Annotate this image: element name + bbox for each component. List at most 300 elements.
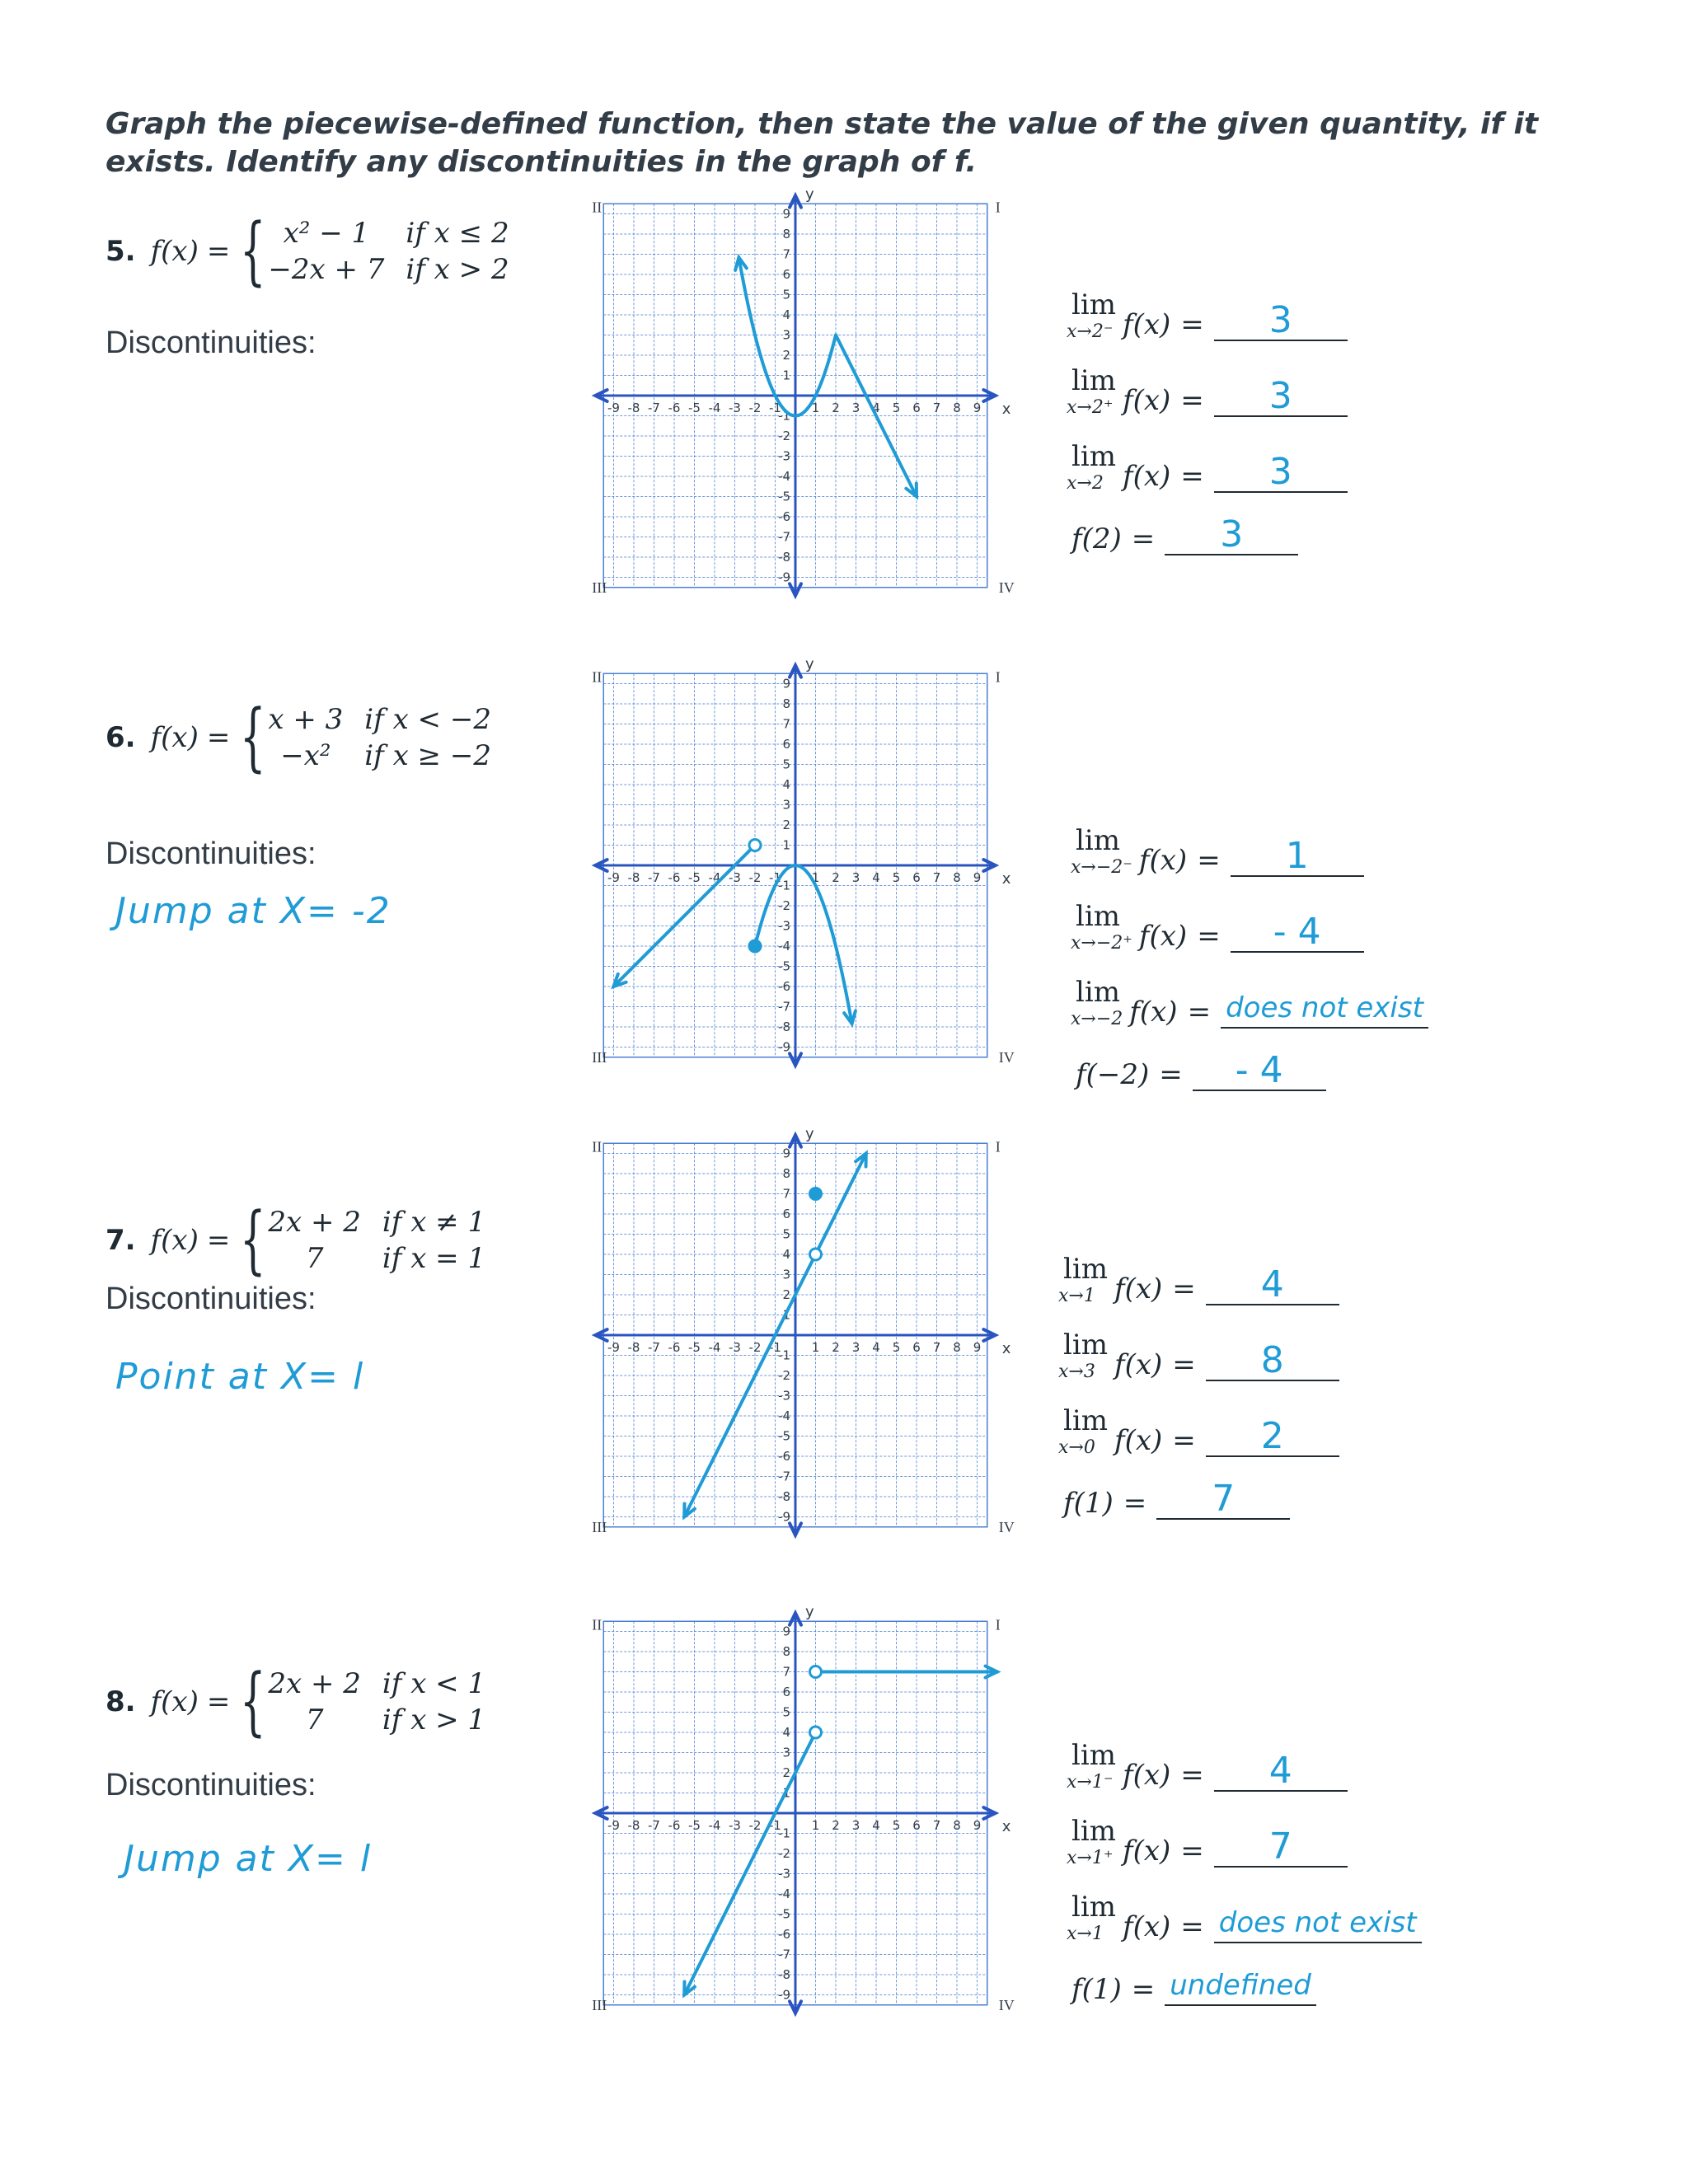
- x-tick-label: 7: [932, 1340, 941, 1355]
- quadrant-label: IV: [998, 1518, 1015, 1535]
- y-axis-label: y: [805, 655, 814, 673]
- equals-sign: =: [1172, 1424, 1196, 1457]
- x-tick-label: 5: [892, 401, 901, 415]
- x-tick-label: 2: [832, 1340, 840, 1355]
- coordinate-grid: [548, 1603, 1043, 2013]
- quadrant-label: I: [995, 1616, 1001, 1633]
- y-tick-label: 7: [782, 716, 790, 732]
- y-tick-label: 5: [782, 1704, 790, 1720]
- limit-row: [1067, 364, 1348, 418]
- x-axis-label: x: [1001, 1818, 1011, 1835]
- open-dot: [749, 840, 761, 851]
- quadrant-label: I: [995, 1138, 1001, 1155]
- answer-blank[interactable]: 3: [1165, 516, 1298, 555]
- limit-row: [1058, 1253, 1339, 1306]
- problem-section: [0, 655, 1688, 1146]
- case-expression: x + 3: [268, 703, 344, 736]
- y-tick-label: 6: [782, 1207, 790, 1221]
- limit-subscript: x→2: [1067, 473, 1104, 494]
- problem-section: [0, 185, 1688, 676]
- x-tick-label: 1: [811, 401, 820, 415]
- quadrant-label: II: [592, 1616, 603, 1633]
- y-tick-label: 2: [782, 1765, 790, 1780]
- equals-sign: =: [1180, 460, 1204, 493]
- y-tick-label: 1: [782, 1307, 790, 1323]
- y-tick-label: -2: [778, 1846, 790, 1861]
- answer-blank[interactable]: 3: [1214, 302, 1348, 341]
- x-tick-label: 1: [811, 1818, 820, 1833]
- equals-sign: =: [1123, 1487, 1147, 1520]
- answer-blank[interactable]: - 4: [1231, 913, 1364, 953]
- limit-subscript: x→1: [1058, 1286, 1095, 1306]
- lim-word: lim: [1063, 1329, 1108, 1361]
- answer-blank[interactable]: 7: [1156, 1480, 1290, 1520]
- limit-subscript: x→−2⁻: [1071, 857, 1132, 878]
- answer-blank[interactable]: 8: [1206, 1342, 1339, 1381]
- y-tick-label: 4: [782, 307, 790, 322]
- limit-row: [1071, 976, 1428, 1029]
- limit-operator: [1058, 1404, 1108, 1458]
- equals-sign: =: [1180, 1759, 1204, 1792]
- y-tick-label: -3: [778, 1388, 790, 1404]
- limit-function: f(x): [1138, 920, 1188, 953]
- x-tick-label: -4: [708, 1818, 721, 1833]
- y-tick-label: 9: [782, 1624, 790, 1639]
- lim-word: lim: [1063, 1253, 1108, 1286]
- quadrant-label: IV: [998, 1048, 1015, 1066]
- y-tick-label: -3: [778, 918, 790, 934]
- limit-operator: [1067, 364, 1116, 418]
- closed-dot: [749, 940, 761, 952]
- limit-row: [1071, 900, 1364, 954]
- x-tick-label: -9: [607, 1340, 620, 1355]
- y-tick-label: 8: [782, 696, 790, 711]
- x-axis-label: x: [1001, 1340, 1011, 1357]
- answer-blank[interactable]: 1: [1231, 837, 1364, 877]
- function-name: f(x): [150, 235, 199, 268]
- y-tick-label: -4: [778, 1886, 790, 1901]
- equals-sign: =: [1131, 1973, 1156, 2006]
- piecewise-cases: [268, 1666, 485, 1737]
- answer-blank[interactable]: 3: [1214, 377, 1348, 417]
- lim-word: lim: [1071, 1891, 1116, 1924]
- equals-sign: =: [1197, 920, 1221, 953]
- limit-row: [1076, 1049, 1326, 1091]
- answer-blank[interactable]: does not exist: [1214, 1904, 1422, 1943]
- x-tick-label: -8: [627, 1818, 640, 1833]
- problem-number: 7.: [106, 1224, 136, 1257]
- x-tick-label: -4: [708, 1340, 721, 1355]
- x-tick-label: -1: [769, 1818, 781, 1833]
- equals-sign: =: [1131, 523, 1156, 555]
- equals-sign: =: [1180, 308, 1204, 341]
- y-tick-label: -8: [778, 1967, 790, 1982]
- equals-sign: =: [206, 1685, 231, 1718]
- quadrant-label: II: [592, 668, 603, 686]
- x-axis-label: x: [1001, 870, 1011, 888]
- limit-row: [1071, 1966, 1316, 2006]
- y-tick-label: -2: [778, 898, 790, 913]
- y-tick-label: 6: [782, 1685, 790, 1699]
- x-tick-label: 6: [912, 870, 921, 885]
- y-tick-label: 9: [782, 676, 790, 691]
- x-tick-label: 6: [912, 1818, 921, 1833]
- x-tick-label: -9: [607, 870, 620, 885]
- lim-word: lim: [1071, 288, 1116, 321]
- limit-operator: [1071, 900, 1132, 954]
- limit-function: f(x): [1114, 1424, 1163, 1457]
- y-tick-label: 9: [782, 206, 790, 222]
- problem-section: [0, 1125, 1688, 1615]
- lim-word: lim: [1076, 900, 1120, 933]
- x-tick-label: -7: [648, 870, 660, 885]
- limit-function: f(2): [1071, 523, 1122, 555]
- y-tick-label: -5: [778, 958, 790, 974]
- x-tick-label: 7: [932, 401, 941, 415]
- limit-operator: [1067, 1815, 1116, 1868]
- answer-blank[interactable]: 2: [1206, 1418, 1339, 1457]
- answer-blank[interactable]: 7: [1214, 1828, 1348, 1868]
- y-tick-label: -6: [778, 1449, 790, 1464]
- y-tick-label: 4: [782, 777, 790, 792]
- x-tick-label: 1: [811, 870, 820, 885]
- lim-word: lim: [1063, 1404, 1108, 1437]
- y-tick-label: -7: [778, 999, 790, 1015]
- limit-row: [1063, 1480, 1290, 1520]
- instructions: Graph the piecewise-defined function, then state the value of the given quantity, if it exists. Identify any discontinuities in the graph of f.: [106, 107, 1539, 179]
- open-dot: [810, 1727, 822, 1738]
- x-tick-label: -3: [729, 1340, 741, 1355]
- answer-blank[interactable]: 3: [1214, 453, 1348, 493]
- limit-operator: [1058, 1329, 1108, 1382]
- lim-word: lim: [1071, 1815, 1116, 1848]
- y-tick-label: -5: [778, 1428, 790, 1444]
- limit-function: f(x): [1123, 1759, 1171, 1792]
- y-tick-label: 9: [782, 1146, 790, 1161]
- case-condition: if x > 1: [382, 1704, 486, 1736]
- discontinuities-label: Discontinuities:: [106, 1282, 316, 1316]
- problem-section: [0, 1603, 1688, 2093]
- limit-operator: [1071, 976, 1123, 1029]
- y-tick-label: 7: [782, 246, 790, 262]
- y-axis-label: y: [805, 1603, 814, 1621]
- coordinate-grid: [548, 655, 1043, 1066]
- limit-operator: [1067, 440, 1116, 494]
- x-tick-label: 4: [872, 401, 880, 415]
- y-tick-label: -9: [778, 1987, 790, 2003]
- limit-subscript: x→1: [1067, 1924, 1104, 1944]
- quadrant-label: II: [592, 1138, 603, 1155]
- limit-subscript: x→2⁺: [1067, 397, 1114, 418]
- closed-dot: [810, 1188, 822, 1200]
- quadrant-label: I: [995, 668, 1001, 686]
- y-tick-label: -7: [778, 1947, 790, 1962]
- y-tick-label: -4: [778, 1408, 790, 1423]
- x-tick-label: -9: [607, 1818, 620, 1833]
- y-tick-label: 7: [782, 1664, 790, 1680]
- x-tick-label: 4: [872, 1340, 880, 1355]
- answer-blank[interactable]: 4: [1206, 1266, 1339, 1305]
- limit-row: [1067, 440, 1348, 494]
- equals-sign: =: [1180, 1835, 1204, 1868]
- case-expression: −2x + 7: [268, 253, 385, 286]
- limit-row: [1067, 288, 1348, 342]
- x-tick-label: -2: [748, 1340, 762, 1355]
- limit-operator: [1067, 288, 1116, 342]
- x-tick-label: -6: [668, 1340, 681, 1355]
- equals-sign: =: [1159, 1058, 1183, 1091]
- quadrant-label: III: [592, 1996, 607, 2013]
- x-tick-label: 7: [932, 1818, 941, 1833]
- x-tick-label: 6: [912, 1340, 921, 1355]
- case-condition: if x < −2: [364, 703, 491, 736]
- x-tick-label: -7: [648, 1818, 660, 1833]
- quadrant-label: III: [592, 579, 607, 596]
- case-condition: if x ≠ 1: [382, 1206, 486, 1239]
- y-tick-label: 8: [782, 227, 790, 241]
- x-tick-label: -7: [648, 1340, 660, 1355]
- y-tick-label: 7: [782, 1186, 790, 1202]
- function-name: f(x): [150, 1685, 199, 1718]
- lim-word: lim: [1071, 1739, 1116, 1772]
- function-definition: [106, 694, 491, 780]
- coordinate-grid: [548, 1125, 1043, 1535]
- y-tick-label: 5: [782, 1226, 790, 1242]
- case-condition: if x > 2: [406, 253, 509, 286]
- lim-word: lim: [1076, 976, 1120, 1009]
- y-tick-label: -6: [778, 1927, 790, 1942]
- x-axis-label: x: [1001, 401, 1011, 418]
- y-tick-label: -2: [778, 429, 790, 443]
- case-expression: 7: [305, 1704, 324, 1736]
- x-tick-label: 3: [851, 1340, 860, 1355]
- discontinuities-answer: Jump at X= -2: [115, 890, 392, 932]
- coordinate-grid: [548, 185, 1043, 596]
- y-tick-label: 2: [782, 1287, 790, 1302]
- x-tick-label: -2: [748, 870, 762, 885]
- problem-number: 5.: [106, 235, 136, 268]
- answer-blank[interactable]: undefined: [1165, 1966, 1316, 2006]
- discontinuities-label: Discontinuities:: [106, 1768, 316, 1802]
- y-tick-label: 3: [782, 1267, 790, 1282]
- y-tick-label: -3: [778, 448, 790, 464]
- limit-subscript: x→1⁺: [1067, 1848, 1114, 1868]
- x-tick-label: -6: [668, 401, 681, 415]
- x-tick-label: 8: [953, 1340, 961, 1355]
- x-tick-label: -5: [688, 1340, 701, 1355]
- lim-word: lim: [1076, 824, 1120, 857]
- x-tick-label: -1: [769, 1340, 781, 1355]
- answer-blank[interactable]: 4: [1214, 1752, 1348, 1792]
- x-tick-label: 9: [973, 1818, 982, 1833]
- y-tick-label: 2: [782, 818, 790, 832]
- limit-function: f(x): [1123, 1835, 1171, 1868]
- limit-subscript: x→−2⁺: [1071, 933, 1132, 954]
- x-tick-label: 5: [892, 870, 901, 885]
- y-tick-label: 3: [782, 797, 790, 813]
- x-tick-label: 9: [973, 1340, 982, 1355]
- brace-icon: {: [240, 694, 266, 780]
- problem-number: 8.: [106, 1685, 136, 1718]
- x-tick-label: 4: [872, 870, 880, 885]
- x-tick-label: -3: [729, 1818, 741, 1833]
- quadrant-label: IV: [998, 579, 1015, 596]
- x-tick-label: -1: [769, 401, 781, 415]
- x-tick-label: -4: [708, 870, 721, 885]
- y-tick-label: -7: [778, 529, 790, 545]
- brace-icon: {: [240, 208, 266, 294]
- x-tick-label: -4: [708, 401, 721, 415]
- function-definition: [106, 1658, 486, 1745]
- y-tick-label: 6: [782, 737, 790, 752]
- x-tick-label: 3: [851, 870, 860, 885]
- piecewise-cases: [268, 702, 491, 773]
- y-tick-label: 3: [782, 327, 790, 343]
- function-name: f(x): [150, 721, 199, 754]
- x-tick-label: -6: [668, 870, 681, 885]
- x-tick-label: 5: [892, 1340, 901, 1355]
- limit-operator: [1058, 1253, 1108, 1306]
- quadrant-label: IV: [998, 1996, 1015, 2013]
- answer-blank[interactable]: does not exist: [1221, 989, 1428, 1029]
- open-dot: [810, 1249, 822, 1260]
- y-tick-label: 1: [782, 837, 790, 853]
- y-tick-label: -1: [778, 1347, 790, 1363]
- limit-function: f(1): [1071, 1973, 1122, 2006]
- case-expression: x² − 1: [283, 217, 370, 250]
- y-tick-label: -9: [778, 569, 790, 585]
- y-tick-label: -8: [778, 1489, 790, 1504]
- case-condition: if x ≤ 2: [406, 217, 509, 250]
- x-tick-label: 6: [912, 401, 921, 415]
- y-tick-label: -3: [778, 1866, 790, 1882]
- function-name: f(x): [150, 1224, 199, 1257]
- y-tick-label: 2: [782, 348, 790, 363]
- y-tick-label: -2: [778, 1368, 790, 1383]
- limit-function: f(−2): [1076, 1058, 1150, 1091]
- x-tick-label: -3: [729, 870, 741, 885]
- case-expression: 2x + 2: [268, 1206, 361, 1239]
- limit-row: [1058, 1404, 1339, 1458]
- limit-row: [1058, 1329, 1339, 1382]
- x-tick-label: -2: [748, 1818, 762, 1833]
- y-tick-label: -6: [778, 509, 790, 524]
- y-tick-label: -7: [778, 1469, 790, 1484]
- function-definition: [106, 208, 509, 294]
- y-tick-label: -5: [778, 1906, 790, 1922]
- brace-icon: {: [240, 1658, 266, 1745]
- x-tick-label: -5: [688, 870, 701, 885]
- x-tick-label: 3: [851, 401, 860, 415]
- lim-word: lim: [1071, 364, 1116, 397]
- equals-sign: =: [1197, 844, 1221, 877]
- x-tick-label: 8: [953, 1818, 961, 1833]
- y-tick-label: 5: [782, 757, 790, 772]
- y-tick-label: -6: [778, 979, 790, 994]
- x-tick-label: -7: [648, 401, 660, 415]
- x-tick-label: -1: [769, 870, 781, 885]
- problem-number: 6.: [106, 721, 136, 754]
- limit-operator: [1067, 1891, 1116, 1944]
- y-tick-label: -4: [778, 469, 790, 484]
- piecewise-cases: [268, 216, 509, 287]
- limit-function: f(1): [1063, 1487, 1114, 1520]
- y-tick-label: 8: [782, 1644, 790, 1659]
- x-tick-label: 2: [832, 870, 840, 885]
- discontinuities-answer: Jump at X= l: [124, 1838, 373, 1880]
- y-tick-label: -1: [778, 878, 790, 893]
- x-tick-label: -6: [668, 1818, 681, 1833]
- limit-row: [1067, 1739, 1348, 1793]
- limit-function: f(x): [1114, 1272, 1163, 1305]
- case-expression: 7: [305, 1242, 324, 1275]
- y-tick-label: 4: [782, 1247, 790, 1262]
- y-tick-label: -8: [778, 1019, 790, 1034]
- limit-function: f(x): [1123, 1910, 1171, 1943]
- limit-subscript: x→−2: [1071, 1009, 1123, 1029]
- limit-function: f(x): [1123, 460, 1171, 493]
- y-tick-label: 3: [782, 1745, 790, 1760]
- y-tick-label: -5: [778, 489, 790, 504]
- limit-row: [1071, 513, 1298, 555]
- y-tick-label: -9: [778, 1509, 790, 1525]
- x-tick-label: 5: [892, 1818, 901, 1833]
- equals-sign: =: [1180, 384, 1204, 417]
- x-tick-label: -5: [688, 401, 701, 415]
- equals-sign: =: [206, 235, 231, 268]
- limit-subscript: x→2⁻: [1067, 321, 1114, 342]
- y-tick-label: -1: [778, 1825, 790, 1841]
- x-tick-label: -9: [607, 401, 620, 415]
- limit-function: f(x): [1123, 308, 1171, 341]
- x-tick-label: 9: [973, 870, 982, 885]
- x-tick-label: -5: [688, 1818, 701, 1833]
- limit-subscript: x→1⁻: [1067, 1772, 1114, 1793]
- y-tick-label: 6: [782, 267, 790, 282]
- case-condition: if x < 1: [382, 1667, 486, 1700]
- equals-sign: =: [206, 721, 231, 754]
- equals-sign: =: [1172, 1272, 1196, 1305]
- limit-row: [1067, 1891, 1422, 1944]
- discontinuities-label: Discontinuities:: [106, 837, 316, 871]
- limit-row: [1067, 1815, 1348, 1868]
- x-tick-label: -3: [729, 401, 741, 415]
- y-tick-label: 5: [782, 287, 790, 302]
- x-tick-label: 2: [832, 1818, 840, 1833]
- limit-subscript: x→0: [1058, 1437, 1095, 1458]
- x-tick-label: 7: [932, 870, 941, 885]
- y-tick-label: 1: [782, 1785, 790, 1801]
- x-tick-label: -8: [627, 401, 640, 415]
- quadrant-label: III: [592, 1048, 607, 1066]
- brace-icon: {: [240, 1197, 266, 1283]
- function-definition: [106, 1197, 486, 1283]
- y-tick-label: 8: [782, 1166, 790, 1181]
- x-tick-label: 2: [832, 401, 840, 415]
- discontinuities-answer: Point at X= l: [115, 1356, 365, 1398]
- y-tick-label: 1: [782, 368, 790, 383]
- case-condition: if x ≥ −2: [364, 739, 491, 772]
- quadrant-label: I: [995, 199, 1001, 216]
- y-tick-label: 4: [782, 1725, 790, 1740]
- equals-sign: =: [1187, 996, 1212, 1029]
- limit-operator: [1071, 824, 1132, 878]
- function-graph-segment: [755, 865, 852, 1024]
- x-tick-label: -8: [627, 870, 640, 885]
- y-axis-label: y: [805, 185, 814, 204]
- equals-sign: =: [1180, 1910, 1204, 1943]
- answer-blank[interactable]: - 4: [1193, 1052, 1326, 1091]
